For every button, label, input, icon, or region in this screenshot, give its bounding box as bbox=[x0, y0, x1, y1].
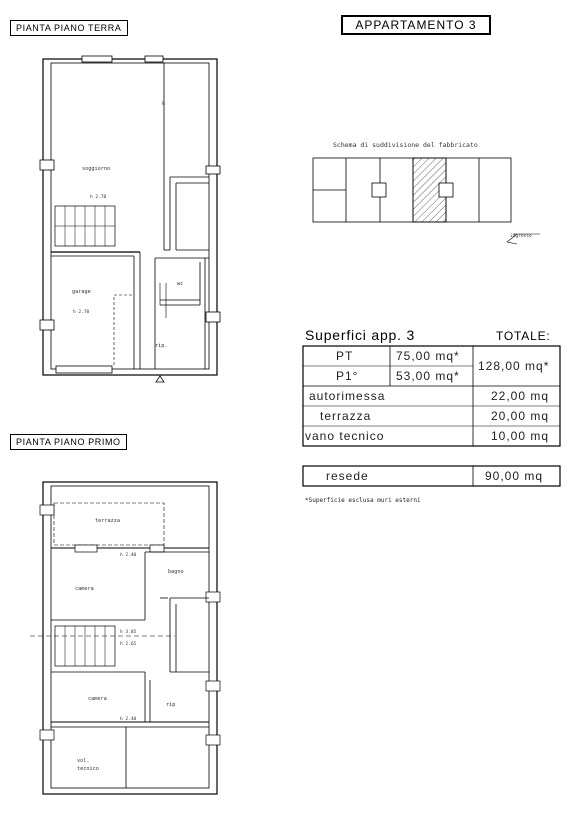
label-rip: rip. bbox=[155, 343, 168, 349]
row-autorimessa-value: 22,00 mq bbox=[491, 389, 550, 403]
total-value: 128,00 mq* bbox=[478, 359, 550, 373]
row-vano-value: 10,00 mq bbox=[491, 429, 550, 443]
p1-value: 53,00 mq* bbox=[396, 369, 460, 383]
row-terrazza-value: 20,00 mq bbox=[491, 409, 550, 423]
row-vano-label: vano tecnico bbox=[305, 429, 385, 443]
resede-value: 90,00 mq bbox=[485, 469, 544, 483]
label-k: k bbox=[162, 101, 166, 107]
label-terrazza: terrazza bbox=[95, 518, 120, 524]
p1-label: P1° bbox=[336, 369, 359, 383]
row-terrazza-label: terrazza bbox=[320, 409, 372, 423]
pt-label: PT bbox=[336, 349, 354, 363]
label-tecnico: tecnico bbox=[77, 766, 99, 772]
row-autorimessa-label: autorimessa bbox=[309, 389, 386, 403]
label-h385: h 3.85 bbox=[120, 630, 137, 635]
label-wc: wc bbox=[177, 281, 184, 287]
surface-note: *Superficie esclusa muri esterni bbox=[305, 497, 421, 504]
label-bagno: bagno bbox=[168, 569, 184, 575]
label-garage: garage bbox=[72, 289, 91, 295]
schema-title: Schema di suddivisione del fabbricato bbox=[333, 141, 478, 149]
ground-floor-plan bbox=[40, 56, 220, 382]
label-rip-first: rip bbox=[166, 702, 176, 708]
label-h240-a: h 2.40 bbox=[120, 553, 137, 558]
label-h-garage: h 2.70 bbox=[73, 310, 90, 315]
first-floor-plan bbox=[30, 482, 220, 794]
label-vol: vol. bbox=[77, 758, 90, 764]
apartment-title: APPARTAMENTO 3 bbox=[341, 15, 491, 35]
label-h240-b: h 2.40 bbox=[120, 717, 137, 722]
label-h265: h 2.65 bbox=[120, 642, 137, 647]
label-ingresso: ingresso bbox=[510, 234, 532, 239]
ground-floor-header: PIANTA PIANO TERRA bbox=[10, 20, 128, 36]
label-camera-1: camera bbox=[75, 586, 94, 592]
total-header: TOTALE: bbox=[496, 329, 551, 343]
label-soggiorno: soggiorno bbox=[82, 166, 111, 172]
label-camera-2: camera bbox=[88, 696, 107, 702]
subdivision-schema bbox=[313, 158, 540, 244]
resede-label: resede bbox=[326, 469, 369, 483]
surfaces-title: Superfici app. 3 bbox=[305, 327, 416, 343]
pt-value: 75,00 mq* bbox=[396, 349, 460, 363]
label-h-soggiorno: h 2.70 bbox=[90, 195, 107, 200]
first-floor-header: PIANTA PIANO PRIMO bbox=[10, 434, 127, 450]
